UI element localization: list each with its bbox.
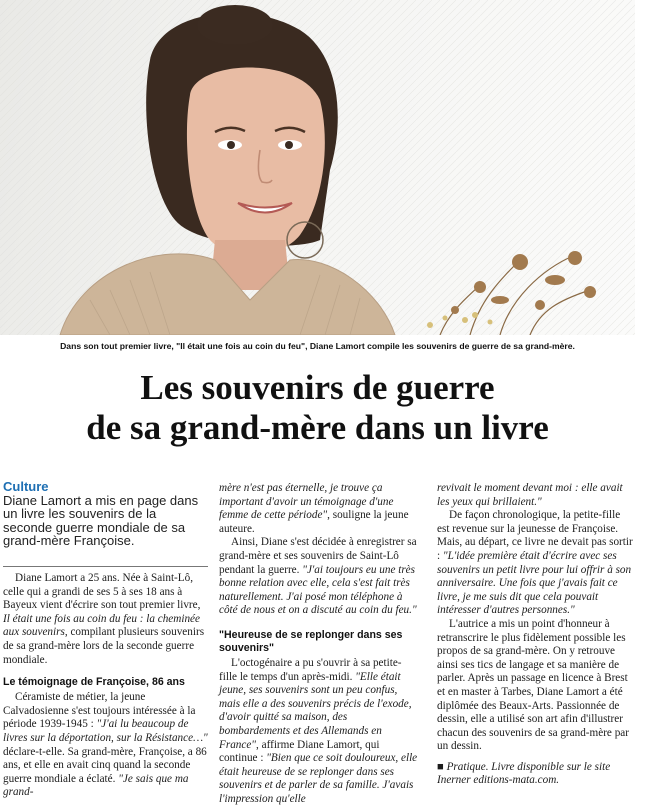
section-label: Culture <box>3 479 49 494</box>
body-paragraph: L'octogénaire a pu s'ouvrir à sa petite-fille le temps d'un après-midi. "Elle était jeune, ses souvenirs sont un peu confus, mais elle a des souvenirs précis de l'exode, d'avoir quitté sa maison, des bombardements et des Allemands en France", affirme Diane Lamort, qui continue : "Bien que ce soit douloureux, elle était heureuse de se replonger dans ses souvenirs et de parler de sa famille. J'avais l'impression qu'elle <box>219 656 418 805</box>
lead-paragraph: Diane Lamort a mis en page dans un livre les souvenirs de la seconde guerre mondiale de sa grand-mère Françoise. <box>3 492 199 549</box>
headline-line-1: Les souvenirs de guerre <box>140 368 495 407</box>
column-3 <box>437 482 634 788</box>
column-1-divider <box>3 566 208 567</box>
body-paragraph: Céramiste de métier, la jeune Calvadosienne s'est toujours intéressée à la période 1939-1945 : "J'ai lu beaucoup de livres sur la déportation, sur la Résistance…" déclare-t-elle. Sa grand-mère, Françoise, a 86 ans, et elle en avait cinq quand la seconde guerre mondiale a éclaté. "Je sais que ma grand- <box>3 691 208 799</box>
body-paragraph: Diane Lamort a 25 ans. Née à Saint-Lô, celle qui a grandi de ses 5 à ses 18 ans à Bayeux vient d'écrire son tout premier livre, Il était une fois au coin du feu : la cheminée aux souvenirs, compilant plusieurs souvenirs de sa grand-mère lors de la seconde guerre mondiale. <box>3 572 205 666</box>
body-paragraph: L'autrice a mis un point d'honneur à retranscrire le plus fidèlement possible les propos de sa grand-mère. On y retrouve ainsi ses tics de langage et sa manière de parler. Après un passage en licence à Brest et en master à Tarbes, Diane Lamort a été diplômée des Beaux-Arts. Passionnée de dessin, elle a utilisé son art afin d'illustrer chacun des souvenirs de sa grand-mère par un dessin. <box>437 617 629 753</box>
portrait-photo <box>0 0 635 335</box>
column-2 <box>219 482 419 806</box>
headline-line-2: de sa grand-mère dans un livre <box>86 408 549 447</box>
body-paragraph: revivait le moment devant moi : elle avait les yeux qui brillaient." <box>437 482 623 508</box>
column-1-body <box>3 572 209 800</box>
body-paragraph: De façon chronologique, la petite-fille est revenue sur la jeunesse de Françoise. Mais, au départ, ce livre ne devait pas sortir : "L'idée première était d'écrire avec ses souvenirs un petit livre pour lui offrir à son anniversaire. Une fois que j'avais fait ce livre, je me suis dit que cela pouvait intéresser d'autres personnes." <box>437 509 633 617</box>
headline <box>0 368 635 448</box>
subheading: Le témoignage de Françoise, 86 ans <box>3 676 185 689</box>
body-paragraph: Ainsi, Diane s'est décidée à enregistrer sa grand-mère et ses souvenirs de Saint-Lô pendant la guerre. "J'ai toujours eu une très bonne relation avec elle, cela s'est fait très naturellement. J'ai posé mon téléphone à côté de nous et on a discuté au coin du feu." <box>219 536 417 617</box>
bullet-icon: ■ <box>437 760 444 773</box>
practical-info: ■ Pratique. Livre disponible sur le site Inerner editions-mata.com. <box>437 760 611 787</box>
photo-caption: Dans son tout premier livre, "Il était une fois au coin du feu", Diane Lamort compile les souvenirs de guerre de sa grand-mère. <box>60 341 575 351</box>
subheading: "Heureuse de se replonger dans ses souvenirs" <box>219 628 403 654</box>
body-paragraph: mère n'est pas éternelle, je trouve ça important d'avoir un témoignage d'une femme de cette période", souligne la jeune auteure. <box>219 482 409 535</box>
column-1 <box>3 480 208 548</box>
portrait-illustration <box>0 0 635 335</box>
